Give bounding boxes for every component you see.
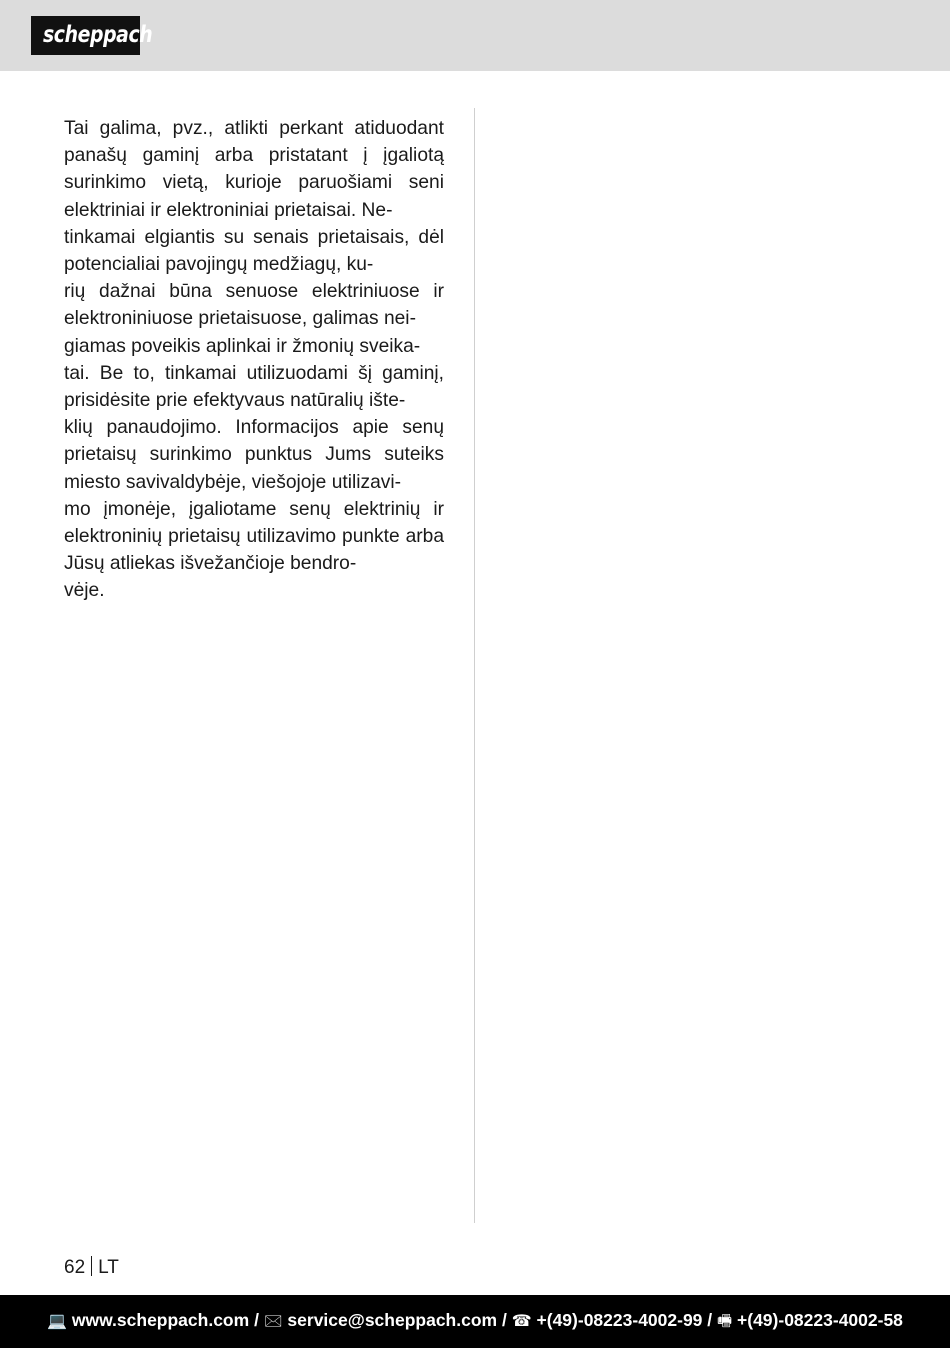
footer-email: service@scheppach.com [287,1310,498,1330]
phone-icon: ☎ [511,1313,532,1330]
footer-contact-line [0,1308,950,1334]
fax-icon: 🖷 [717,1313,733,1330]
page-number-value: 62 [64,1257,86,1278]
footer-separator: / [707,1310,713,1330]
body-text-column: Tai galima, pvz., atlikti perkant atiduodant panašų gaminį arba pristatant į įgaliotą surinkimo vietą, kurioje paruošiami seni elektriniai ir elektroniniai prietaisai. Ne- tinkamai elgiantis su senais prietaisais, dėl potencialiai pavojingų medžiagų, ku- rių dažnai būna senuose elektriniuose ir elektroniniuose prietaisuose, galimas nei- giamas poveikis aplinkai ir žmonių sveika- tai. Be to, tinkamai utilizuodami šį gaminį, prisidėsite prie efektyvaus natūralių ište- klių panaudojimo. Informacijos apie senų prietaisų surinkimo punktus Jums suteiks miesto savivaldybėje, viešojoje utilizavi- mo įmonėje, įgaliotame senų elektrinių ir elektroninių prietaisų utilizavimo punkte arba Jūsų atliekas išvežančioje bendro- vėje. [64,118,444,602]
page-header [0,0,950,71]
mail-icon: 🖂 [263,1313,283,1330]
footer-separator: / [254,1310,259,1330]
page-footer [0,1295,950,1348]
page-number [64,1255,119,1281]
scheppach-logo: scheppach [31,16,140,55]
computer-icon: 💻 [47,1313,67,1330]
footer-separator: / [501,1310,507,1330]
page-number-separator [91,1256,92,1276]
column-divider [474,108,475,1223]
footer-website: www.scheppach.com [71,1310,250,1330]
footer-phone: +(49)-08223-4002-99 [536,1310,703,1330]
page-language: LT [98,1257,119,1278]
footer-fax: +(49)-08223-4002-58 [737,1310,903,1330]
